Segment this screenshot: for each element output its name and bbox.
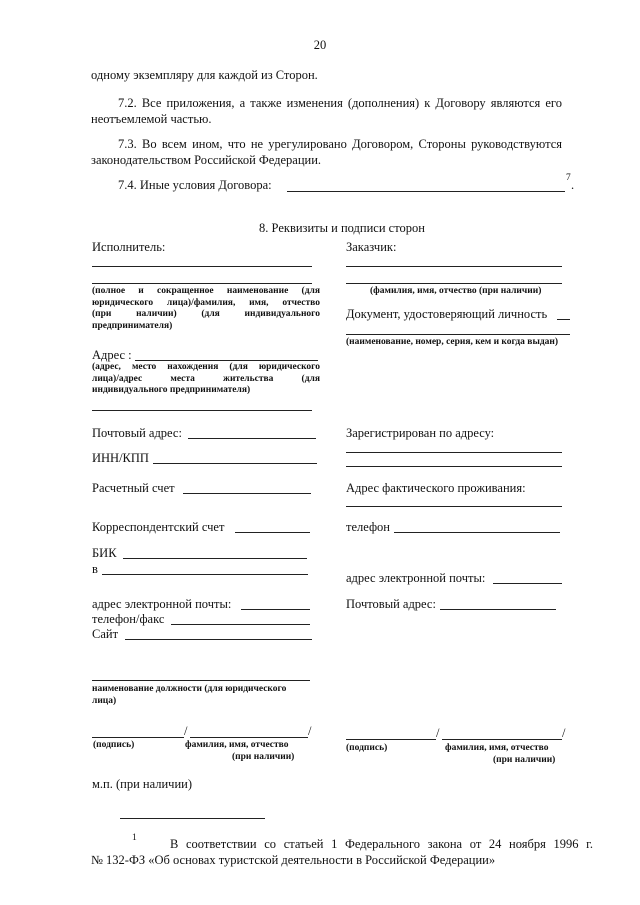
customer-signature-field[interactable] (346, 739, 436, 740)
address-field[interactable] (135, 360, 318, 361)
contractor-fio-slash: / (308, 724, 312, 738)
site-field[interactable] (125, 639, 312, 640)
id-document-field-2[interactable] (346, 334, 570, 335)
bank-label: в (92, 562, 98, 576)
paragraph-7-2-line1: 7.2. Все приложения, а также изменения (дополнения) к Договору являются его (118, 96, 562, 110)
registered-address-field-2[interactable] (346, 466, 562, 467)
actual-address-label: Адрес фактического проживания: (346, 481, 526, 495)
inn-kpp-label: ИНН/КПП (92, 451, 149, 465)
stamp-underline (120, 818, 265, 819)
footnote-reference: 7 (566, 173, 571, 183)
stamp-label: м.п. (при наличии) (92, 777, 192, 791)
registered-address-field[interactable] (346, 452, 562, 453)
customer-phone-label: телефон (346, 520, 390, 534)
paragraph-7-2-line2: неотъемлемой частью. (91, 112, 212, 126)
footnote-line2: № 132-ФЗ «Об основах туристской деятельности в Российской Федерации» (91, 853, 496, 867)
customer-email-field[interactable] (493, 583, 562, 584)
customer-fio-note: (при наличии) (493, 755, 556, 765)
customer-postal-label: Почтовый адрес: (346, 597, 436, 611)
page-number: 20 (313, 38, 327, 52)
contractor-fio-field[interactable] (190, 737, 308, 738)
account-field[interactable] (183, 493, 311, 494)
address-label: Адрес : (92, 348, 132, 362)
contractor-name-field[interactable] (92, 266, 312, 267)
contractor-fio-label: фамилия, имя, отчество (185, 740, 289, 750)
paragraph-continuation: одному экземпляру для каждой из Сторон. (91, 68, 318, 82)
customer-postal-field[interactable] (440, 609, 556, 610)
account-label: Расчетный счет (92, 481, 175, 495)
contractor-name-note: (полное и сокращенное наименование (для юридического лица)/фамилия, имя, отчество (при наличии) (для индивидуального предпринимателя) (92, 286, 320, 331)
paragraph-7-3-line2: законодательством Российской Федерации. (91, 153, 322, 167)
customer-fio-slash: / (562, 726, 566, 740)
corr-account-label: Корреспондентский счет (92, 520, 225, 534)
address-field-2[interactable] (92, 410, 312, 411)
site-label: Сайт (92, 627, 119, 641)
bank-field[interactable] (102, 574, 308, 575)
inn-kpp-field[interactable] (153, 463, 317, 464)
other-terms-field[interactable] (287, 191, 565, 192)
customer-fio-note: (фамилия, имя, отчество (при наличии) (370, 286, 542, 296)
footnote-mark: 1 (132, 833, 137, 843)
customer-fio-field-2[interactable] (346, 283, 562, 284)
id-document-label: Документ, удостоверяющий личность (346, 307, 548, 321)
paragraph-7-4-label: 7.4. Иные условия Договора: (118, 178, 272, 192)
contractor-signature-slash: / (184, 724, 188, 738)
actual-address-field[interactable] (346, 506, 562, 507)
contractor-phone-field[interactable] (171, 624, 310, 625)
contractor-signature-label: (подпись) (93, 740, 135, 750)
customer-fio-label: фамилия, имя, отчество (445, 743, 549, 753)
registered-address-label: Зарегистрирован по адресу: (346, 426, 495, 440)
customer-fio-field[interactable] (346, 266, 562, 267)
customer-email-label: адрес электронной почты: (346, 571, 486, 585)
position-note: наименование должности (для юридического лица) (92, 684, 287, 706)
customer-heading: Заказчик: (346, 240, 397, 254)
bik-label: БИК (92, 546, 117, 560)
customer-phone-field[interactable] (394, 532, 560, 533)
contractor-fio-note: (при наличии) (232, 752, 295, 762)
postal-address-field[interactable] (188, 438, 316, 439)
customer-signature-slash: / (436, 726, 440, 740)
contractor-signature-field[interactable] (92, 737, 184, 738)
contractor-email-field[interactable] (241, 609, 310, 610)
id-document-field[interactable] (557, 319, 570, 320)
contractor-name-field-2[interactable] (92, 283, 312, 284)
id-document-note: (наименование, номер, серия, кем и когда выдан) (346, 337, 559, 347)
postal-address-label: Почтовый адрес: (92, 426, 182, 440)
address-note: (адрес, место нахождения (для юридического лица)/адрес места жительства (для индивидуального предпринимателя) (92, 362, 320, 395)
contractor-email-label: адрес электронной почты: (92, 597, 232, 611)
customer-signature-label: (подпись) (346, 743, 388, 753)
corr-account-field[interactable] (235, 532, 310, 533)
contractor-phone-label: телефон/факс (92, 612, 165, 626)
customer-fio-field[interactable] (442, 739, 562, 740)
paragraph-7-3-line1: 7.3. Во всем ином, что не урегулировано Договором, Стороны руководствуются (118, 137, 562, 151)
position-field[interactable] (92, 680, 310, 681)
contractor-heading: Исполнитель: (92, 240, 166, 254)
section-title: 8. Реквизиты и подписи сторон (259, 221, 425, 235)
paragraph-7-4-end: . (571, 178, 575, 192)
bik-field[interactable] (123, 558, 307, 559)
footnote-line1: В соответствии со статьей 1 Федерального закона от 24 ноября 1996 г. (170, 837, 593, 851)
